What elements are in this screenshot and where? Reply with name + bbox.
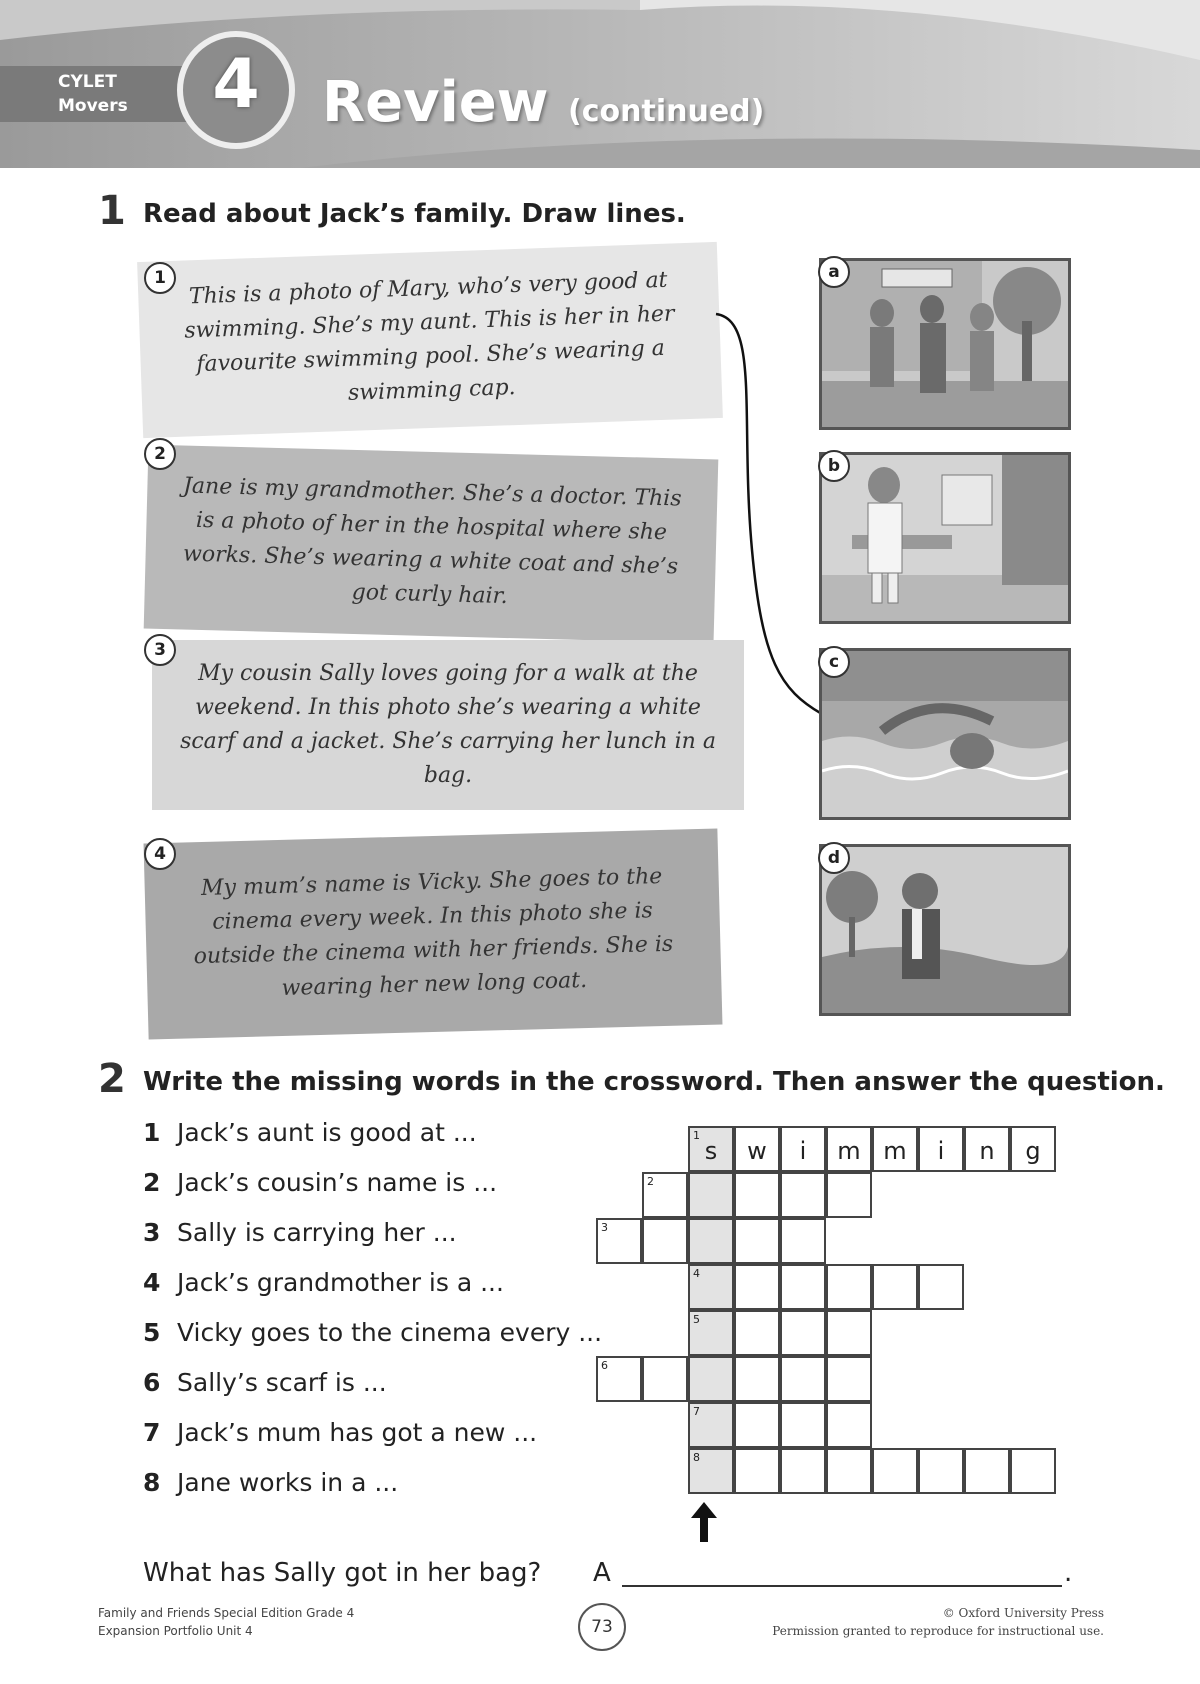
crossword-cell[interactable] (826, 1310, 872, 1356)
crossword-letter: m (837, 1137, 861, 1165)
clue-7 (143, 1418, 537, 1447)
footer-copyright: © Oxford University Press (942, 1606, 1104, 1620)
picture-b (819, 452, 1071, 624)
crossword-cell[interactable] (734, 1310, 780, 1356)
crossword-cell[interactable] (1010, 1126, 1056, 1172)
swimming-scene-image (822, 651, 1068, 817)
page-title (322, 70, 764, 135)
crossword-cell[interactable] (1010, 1448, 1056, 1494)
crossword-cell[interactable] (734, 1264, 780, 1310)
crossword-cell[interactable] (872, 1126, 918, 1172)
crossword-letter: i (937, 1137, 945, 1165)
section-2-number: 2 (98, 1056, 126, 1102)
picture-label-b: b (818, 450, 850, 482)
clue-text: Jack’s grandmother is a ... (177, 1268, 504, 1297)
crossword-letter: m (883, 1137, 907, 1165)
up-arrow-icon (689, 1500, 719, 1544)
text-card-1-text: This is a photo of Mary, who’s very good at swimming. She’s my aunt. This is her in her favourite swimming pool. She’s wearing a swimming cap. (183, 267, 675, 406)
clue-text: Jane works in a ... (177, 1468, 399, 1497)
clue-number: 6 (143, 1368, 161, 1397)
crossword-clue-number: 2 (647, 1175, 654, 1188)
page-title-main: Review (322, 70, 549, 135)
section-1-title: Read about Jack’s family. Draw lines. (143, 199, 686, 229)
crossword-cell[interactable] (688, 1402, 734, 1448)
text-card-4-text: My mum’s name is Vicky. She goes to the cinema every week. In this photo she is outside the cinema with her friends. She is wearing her new long coat. (193, 863, 674, 1001)
clue-number: 2 (143, 1168, 161, 1197)
crossword-cell[interactable] (918, 1264, 964, 1310)
clue-text: Jack’s mum has got a new ... (177, 1418, 538, 1447)
crossword-clue-number: 1 (693, 1129, 700, 1142)
crossword-cell[interactable] (964, 1126, 1010, 1172)
crossword-cell[interactable] (688, 1310, 734, 1356)
card-number-1: 1 (144, 262, 176, 294)
walking-scene-image (822, 847, 1068, 1013)
clue-number: 5 (143, 1318, 161, 1347)
crossword-cell[interactable] (734, 1172, 780, 1218)
crossword-clue-number: 8 (693, 1451, 700, 1464)
crossword-clue-number: 5 (693, 1313, 700, 1326)
picture-a (819, 258, 1071, 430)
crossword-cell[interactable] (688, 1126, 734, 1172)
page-title-sub: (continued) (568, 94, 765, 129)
crossword-cell[interactable] (780, 1448, 826, 1494)
crossword-cell[interactable] (734, 1356, 780, 1402)
crossword-cell[interactable] (780, 1402, 826, 1448)
clue-text: Sally is carrying her ... (177, 1218, 457, 1247)
crossword-letter: s (704, 1137, 718, 1165)
crossword-cell[interactable] (688, 1264, 734, 1310)
level-line-2: Movers (58, 96, 128, 116)
crossword-cell[interactable] (780, 1172, 826, 1218)
picture-label-d: d (818, 842, 850, 874)
clue-text: Jack’s cousin’s name is ... (177, 1168, 498, 1197)
clue-5 (143, 1318, 602, 1347)
clue-text: Vicky goes to the cinema every ... (177, 1318, 603, 1347)
crossword-cell[interactable] (688, 1218, 734, 1264)
level-tag (58, 70, 128, 118)
clue-number: 7 (143, 1418, 161, 1447)
picture-c (819, 648, 1071, 820)
crossword-cell[interactable] (872, 1264, 918, 1310)
crossword-cell[interactable] (642, 1356, 688, 1402)
cinema-scene-image (822, 261, 1068, 427)
section-1-number: 1 (98, 188, 126, 234)
card-number-4: 4 (144, 838, 176, 870)
crossword-cell[interactable] (826, 1172, 872, 1218)
level-line-1: CYLET (58, 72, 117, 92)
footer-right (772, 1604, 1104, 1640)
crossword-cell[interactable] (826, 1126, 872, 1172)
crossword-cell[interactable] (964, 1448, 1010, 1494)
clue-6 (143, 1368, 387, 1397)
clue-2 (143, 1168, 497, 1197)
crossword-cell[interactable] (688, 1448, 734, 1494)
crossword-cell[interactable] (780, 1218, 826, 1264)
crossword-cell[interactable] (734, 1126, 780, 1172)
footer-book-title: Family and Friends Special Edition Grade 4 (98, 1606, 355, 1620)
crossword-cell[interactable] (780, 1126, 826, 1172)
crossword-cell[interactable] (642, 1218, 688, 1264)
hospital-scene-image (822, 455, 1068, 621)
crossword-cell[interactable] (642, 1172, 688, 1218)
crossword-cell[interactable] (918, 1448, 964, 1494)
text-card-3 (152, 640, 744, 810)
text-card-2-text: Jane is my grandmother. She’s a doctor. This is a photo of her in the hospital where she works. She’s wearing a white coat and she’s got curly hair. (182, 473, 682, 610)
clue-text: Jack’s aunt is good at ... (177, 1118, 477, 1147)
crossword-clue-number: 4 (693, 1267, 700, 1280)
crossword-cell[interactable] (596, 1356, 642, 1402)
crossword-cell[interactable] (734, 1402, 780, 1448)
picture-d (819, 844, 1071, 1016)
crossword-cell[interactable] (688, 1356, 734, 1402)
text-card-3-text: My cousin Sally loves going for a walk at the weekend. In this photo she’s wearing a white scarf and a jacket. She’s carrying her lunch in a bag. (180, 661, 716, 788)
clue-text: Sally’s scarf is ... (177, 1368, 387, 1397)
answer-prefix: A (593, 1558, 611, 1588)
unit-number: 4 (212, 45, 260, 124)
card-number-3: 3 (144, 634, 176, 666)
crossword-cell[interactable] (734, 1218, 780, 1264)
text-card-4 (144, 829, 723, 1040)
crossword-cell[interactable] (826, 1402, 872, 1448)
crossword-cell[interactable] (596, 1218, 642, 1264)
clue-3 (143, 1218, 457, 1247)
footer-permission: Permission granted to reproduce for instructional use. (772, 1624, 1104, 1638)
picture-label-c: c (818, 646, 850, 678)
crossword-cell[interactable] (826, 1356, 872, 1402)
crossword-cell[interactable] (780, 1310, 826, 1356)
text-card-2 (144, 445, 719, 644)
clue-number: 1 (143, 1118, 161, 1147)
picture-label-a: a (818, 256, 850, 288)
section-2-title: Write the missing words in the crossword. Then answer the question. (143, 1067, 1165, 1097)
clue-number: 3 (143, 1218, 161, 1247)
clue-number: 8 (143, 1468, 161, 1497)
crossword-cell[interactable] (780, 1264, 826, 1310)
footer-unit: Expansion Portfolio Unit 4 (98, 1624, 253, 1638)
card-number-2: 2 (144, 438, 176, 470)
clue-4 (143, 1268, 504, 1297)
crossword-cell[interactable] (826, 1448, 872, 1494)
clue-1 (143, 1118, 477, 1147)
crossword-clue-number: 7 (693, 1405, 700, 1418)
crossword-letter: i (799, 1137, 807, 1165)
page-number: 73 (578, 1603, 626, 1651)
crossword-clue-number: 6 (601, 1359, 608, 1372)
footer-left (98, 1604, 354, 1640)
crossword-letter: g (1025, 1137, 1041, 1165)
clue-number: 4 (143, 1268, 161, 1297)
crossword-letter: w (747, 1137, 767, 1165)
answer-field[interactable] (622, 1585, 1062, 1587)
answer-suffix: . (1064, 1558, 1073, 1588)
crossword-cell[interactable] (826, 1264, 872, 1310)
crossword-cell[interactable] (872, 1448, 918, 1494)
crossword-cell[interactable] (780, 1356, 826, 1402)
crossword-cell[interactable] (734, 1448, 780, 1494)
clue-8 (143, 1468, 398, 1497)
crossword-clue-number: 3 (601, 1221, 608, 1234)
final-question: What has Sally got in her bag? (143, 1558, 542, 1588)
text-card-1 (137, 242, 723, 438)
crossword-letter: n (979, 1137, 995, 1165)
crossword-cell[interactable] (688, 1172, 734, 1218)
crossword-cell[interactable] (918, 1126, 964, 1172)
